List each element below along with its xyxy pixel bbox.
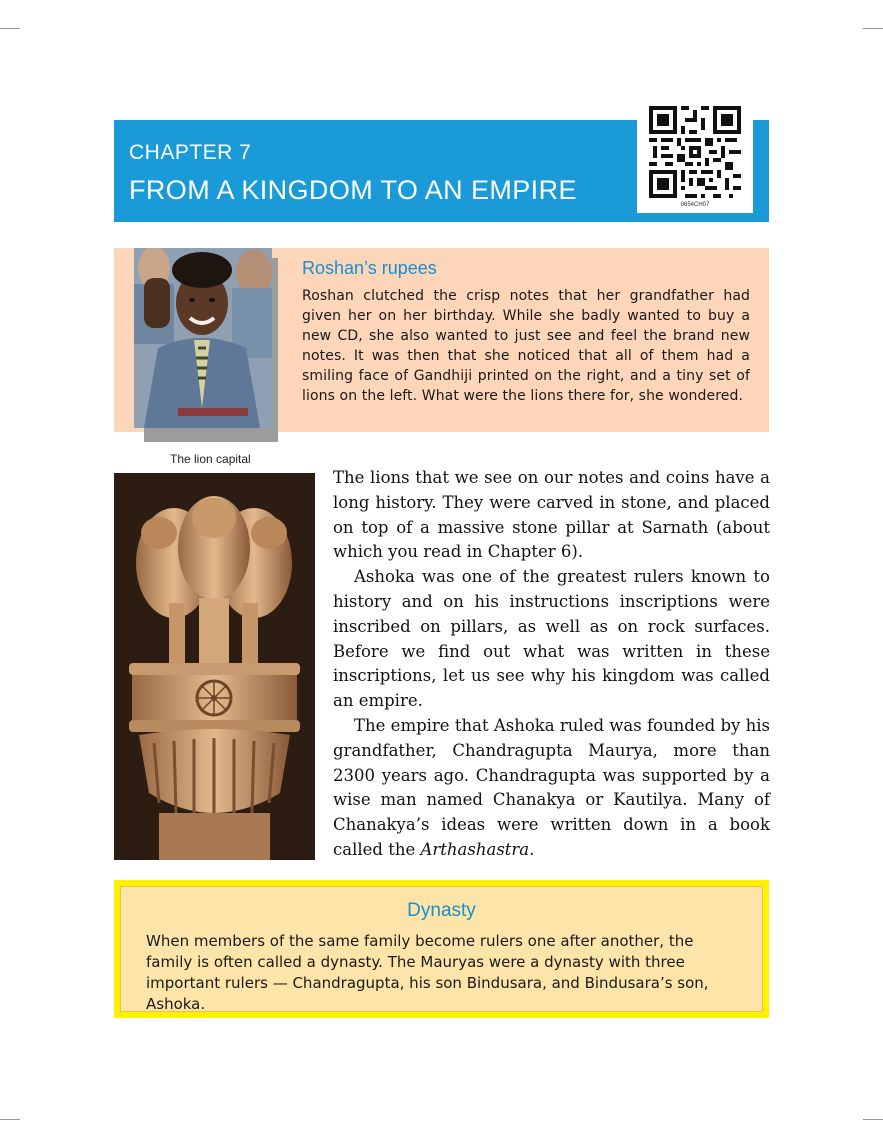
- dynasty-inner: [120, 886, 763, 1012]
- paragraph-1: The lions that we see on our notes and coins have a long history. They were carved in stone, and placed on top of a massive stone pillar at Sarnath (about which you read in Chapter 6).: [333, 468, 770, 562]
- figure-caption: The lion capital: [170, 452, 251, 466]
- dynasty-text: When members of the same family become rulers one after another, the family is often called a dynasty. The Mauryas were a dynasty with three important rulers — Chandragupta, his son Bindusara, and Bindusara’s son, Ashoka.: [146, 932, 709, 1013]
- crop-mark: [863, 1119, 883, 1120]
- qr-code-icon: [649, 106, 741, 198]
- book-title: Arthashastra: [420, 839, 530, 859]
- chapter-number: CHAPTER 7: [129, 141, 252, 164]
- paragraph-2: Ashoka was one of the greatest rulers known to history and on his instructions inscriptions were inscribed on pillars, as well as on rock surfaces. Before we find out what was written in these inscriptions, let us see why his kingdom was called an empire.: [333, 567, 770, 711]
- girl-photo: [134, 248, 272, 428]
- qr-code[interactable]: [637, 101, 753, 213]
- lion-capital-image: [114, 473, 315, 860]
- qr-code-label: 0654CH07: [680, 202, 710, 208]
- paragraph-3-end: .: [529, 839, 535, 859]
- story-heading: Roshan’s rupees: [302, 258, 437, 278]
- story-box: [114, 248, 769, 432]
- main-text: [333, 466, 770, 863]
- chapter-title: FROM A KINGDOM TO AN EMPIRE: [129, 175, 577, 205]
- crop-mark: [863, 28, 883, 29]
- crop-mark: [0, 1119, 20, 1120]
- dynasty-heading: Dynasty: [407, 900, 476, 921]
- paragraph-3-text: The empire that Ashoka ruled was founded by his grandfather, Chandragupta Maurya, more than 2300 years ago. Chandragupta was supported by a wise man named Chanakya or Kautilya. Many of Chanakya’s ideas were written down in a book called the: [333, 715, 770, 859]
- paragraph-3: [333, 714, 770, 863]
- story-text: Roshan clutched the crisp notes that her grandfather had given her on her birthday. While she badly wanted to buy a new CD, she also wanted to just see and feel the brand new notes. It was then that she noticed that all of them had a smiling face of Gandhiji printed on the right, and a tiny set of lions on the left. What were the lions there for, she wondered.: [302, 288, 750, 404]
- crop-mark: [0, 28, 20, 29]
- dynasty-box: [114, 880, 769, 1018]
